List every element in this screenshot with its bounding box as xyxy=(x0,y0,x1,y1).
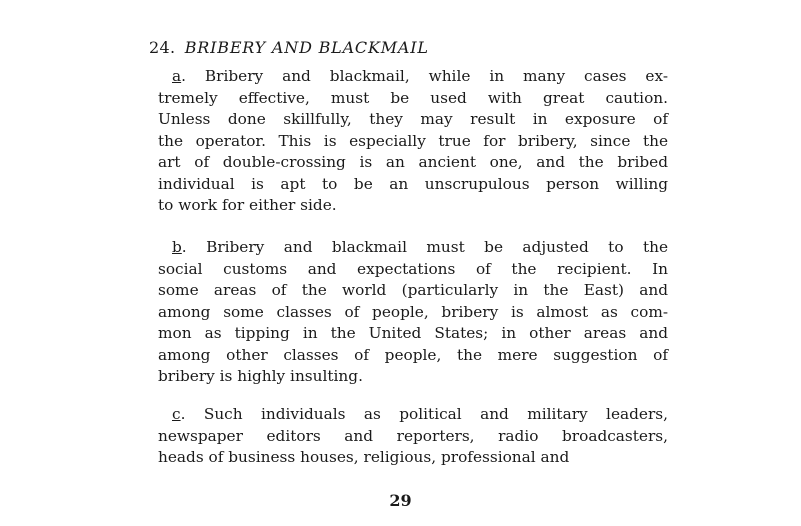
line-text: art of double-crossing is an ancient one, and the bribed xyxy=(158,153,668,171)
line-text: newspaper editors and reporters, radio broadcasters, xyxy=(158,426,668,445)
line-text: tremely effective, must be used with great caution. xyxy=(158,88,668,107)
paragraph-a xyxy=(158,66,668,217)
paragraph-line xyxy=(158,88,668,110)
line-text: the operator. This is especially true for bribery, since the xyxy=(158,131,668,150)
paragraph-line xyxy=(158,366,668,388)
paragraph-line xyxy=(158,237,668,259)
paragraph-marker: a xyxy=(172,67,182,85)
section-number: 24. xyxy=(149,38,176,57)
paragraph-line xyxy=(158,131,668,153)
paragraph-line xyxy=(158,302,668,324)
paragraph-line xyxy=(158,345,668,367)
paragraph-line xyxy=(158,404,668,426)
paragraph-line xyxy=(158,174,668,196)
paragraph-line xyxy=(158,280,668,302)
line-text: bribery is highly insulting. xyxy=(158,367,363,385)
paragraph-line xyxy=(158,323,668,345)
line-text: individual is apt to be an unscrupulous person willing xyxy=(158,174,668,193)
line-text: . Such individuals as political and military leaders, xyxy=(180,405,668,423)
line-text: heads of business houses, religious, professional and xyxy=(158,448,570,466)
paragraph-line xyxy=(158,447,668,469)
paragraph-line xyxy=(158,66,668,88)
line-text: among other classes of people, the mere suggestion of xyxy=(158,345,668,364)
paragraph-line xyxy=(158,259,668,281)
section-heading xyxy=(149,38,429,57)
paragraph-marker: b xyxy=(172,238,182,256)
line-text: . Bribery and blackmail must be adjusted to the xyxy=(181,238,668,256)
line-text: mon as tipping in the United States; in other areas and xyxy=(158,324,668,342)
line-text: to work for either side. xyxy=(158,196,337,214)
paragraph-b xyxy=(158,237,668,388)
paragraph-line xyxy=(158,152,668,174)
line-text: Unless done skillfully, they may result in exposure of xyxy=(158,110,668,128)
paragraph-line xyxy=(158,426,668,448)
paragraph-c xyxy=(158,404,668,469)
paragraph-marker: c xyxy=(172,405,181,423)
line-text: . Bribery and blackmail, while in many cases ex- xyxy=(181,67,668,85)
paragraph-line xyxy=(158,195,668,217)
section-title: BRIBERY AND BLACKMAIL xyxy=(184,38,429,57)
line-text: some areas of the world (particularly in the East) and xyxy=(158,281,668,299)
paragraph-line xyxy=(158,109,668,131)
page-number: 29 xyxy=(389,491,412,510)
line-text: among some classes of people, bribery is almost as com- xyxy=(158,302,668,321)
line-text: social customs and expectations of the recipient. In xyxy=(158,259,668,278)
